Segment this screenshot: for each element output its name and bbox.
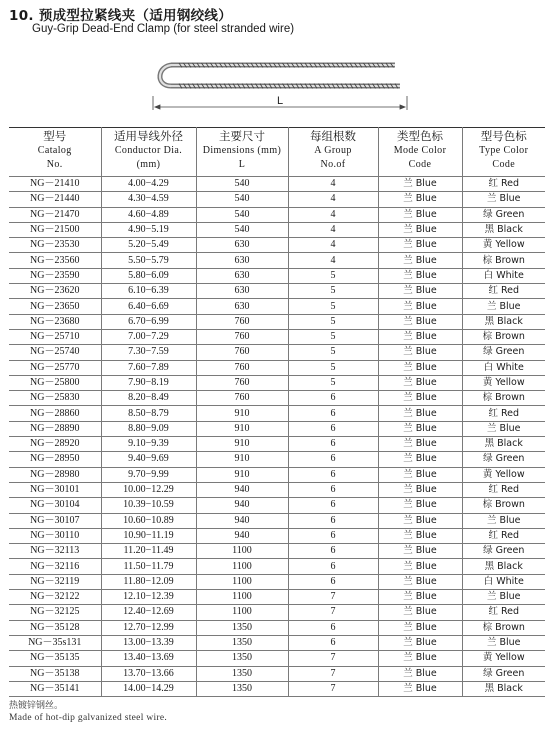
table-row (9, 375, 545, 390)
catalog-cell: NG－25740 (9, 345, 101, 360)
conductor-dia-cell: 7.30−7.59 (101, 345, 196, 360)
group-count-cell: 7 (288, 666, 378, 681)
conductor-dia-cell: 9.40−9.69 (101, 452, 196, 467)
group-count-cell: 7 (288, 651, 378, 666)
mode-color-cell: 兰 Blue (378, 605, 462, 620)
mode-color-cell: 兰 Blue (378, 360, 462, 375)
conductor-dia-cell: 12.40−12.69 (101, 605, 196, 620)
catalog-cell: NG－30104 (9, 498, 101, 513)
type-color-cell: 黑 Black (462, 681, 545, 696)
catalog-cell: NG－32122 (9, 590, 101, 605)
mode-color-cell: 兰 Blue (378, 284, 462, 299)
conductor-dia-cell: 4.30−4.59 (101, 192, 196, 207)
length-cell: 910 (196, 437, 288, 452)
length-cell: 630 (196, 268, 288, 283)
type-color-cell: 黑 Black (462, 314, 545, 329)
table-row (9, 681, 545, 696)
catalog-cell: NG－32113 (9, 544, 101, 559)
length-cell: 1350 (196, 635, 288, 650)
conductor-dia-cell: 6.40−6.69 (101, 299, 196, 314)
group-count-cell: 6 (288, 482, 378, 497)
type-color-cell: 红 Red (462, 482, 545, 497)
catalog-cell: NG－35s131 (9, 635, 101, 650)
table-header-row (9, 128, 545, 177)
conductor-dia-cell: 10.39−10.59 (101, 498, 196, 513)
group-count-cell: 4 (288, 238, 378, 253)
catalog-cell: NG－23530 (9, 238, 101, 253)
catalog-cell: NG－28980 (9, 467, 101, 482)
conductor-dia-cell: 12.10−12.39 (101, 590, 196, 605)
conductor-dia-cell: 5.50−5.79 (101, 253, 196, 268)
table-row (9, 421, 545, 436)
catalog-cell: NG－25830 (9, 391, 101, 406)
conductor-dia-cell: 8.20−8.49 (101, 391, 196, 406)
table-row (9, 544, 545, 559)
conductor-dia-cell: 4.60−4.89 (101, 207, 196, 222)
group-count-cell: 5 (288, 268, 378, 283)
length-cell: 1100 (196, 590, 288, 605)
conductor-dia-cell: 5.20−5.49 (101, 238, 196, 253)
dimension-label: L (276, 95, 284, 107)
group-count-cell: 5 (288, 299, 378, 314)
conductor-dia-cell: 11.20−11.49 (101, 544, 196, 559)
group-count-cell: 6 (288, 620, 378, 635)
catalog-cell: NG－28920 (9, 437, 101, 452)
table-row (9, 207, 545, 222)
group-count-cell: 6 (288, 437, 378, 452)
type-color-cell: 兰 Blue (462, 590, 545, 605)
mode-color-cell: 兰 Blue (378, 268, 462, 283)
type-color-cell: 棕 Brown (462, 253, 545, 268)
catalog-cell: NG－25710 (9, 329, 101, 344)
type-color-cell: 绿 Green (462, 452, 545, 467)
mode-color-cell: 兰 Blue (378, 620, 462, 635)
conductor-dia-cell: 5.80−6.09 (101, 268, 196, 283)
catalog-cell: NG－35135 (9, 651, 101, 666)
length-cell: 760 (196, 329, 288, 344)
table-row (9, 253, 545, 268)
type-color-cell: 黑 Black (462, 559, 545, 574)
group-count-cell: 6 (288, 513, 378, 528)
table-row (9, 222, 545, 237)
catalog-cell: NG－25770 (9, 360, 101, 375)
mode-color-cell: 兰 Blue (378, 544, 462, 559)
conductor-dia-cell: 12.70−12.99 (101, 620, 196, 635)
catalog-cell: NG－30110 (9, 528, 101, 543)
catalog-cell: NG－21470 (9, 207, 101, 222)
mode-color-cell: 兰 Blue (378, 574, 462, 589)
mode-color-cell: 兰 Blue (378, 421, 462, 436)
type-color-cell: 棕 Brown (462, 620, 545, 635)
catalog-cell: NG－21410 (9, 177, 101, 192)
mode-color-cell: 兰 Blue (378, 635, 462, 650)
length-cell: 1350 (196, 620, 288, 635)
conductor-dia-cell: 13.00−13.39 (101, 635, 196, 650)
length-cell: 630 (196, 253, 288, 268)
length-cell: 760 (196, 345, 288, 360)
group-count-cell: 5 (288, 329, 378, 344)
type-color-cell: 绿 Green (462, 345, 545, 360)
group-count-cell: 4 (288, 222, 378, 237)
group-count-cell: 6 (288, 528, 378, 543)
table-row (9, 391, 545, 406)
length-cell: 910 (196, 467, 288, 482)
mode-color-cell: 兰 Blue (378, 375, 462, 390)
footer-note-en: Made of hot-dip galvanized steel wire. (9, 713, 168, 723)
length-cell: 540 (196, 207, 288, 222)
type-color-cell: 兰 Blue (462, 299, 545, 314)
catalog-cell: NG－23560 (9, 253, 101, 268)
type-color-cell: 绿 Green (462, 544, 545, 559)
type-color-cell: 红 Red (462, 528, 545, 543)
group-count-cell: 6 (288, 559, 378, 574)
conductor-dia-cell: 11.50−11.79 (101, 559, 196, 574)
catalog-cell: NG－35141 (9, 681, 101, 696)
table-row (9, 406, 545, 421)
mode-color-cell: 兰 Blue (378, 299, 462, 314)
conductor-dia-cell: 10.60−10.89 (101, 513, 196, 528)
table-row (9, 635, 545, 650)
catalog-cell: NG－23650 (9, 299, 101, 314)
catalog-cell: NG－30107 (9, 513, 101, 528)
catalog-cell: NG－32125 (9, 605, 101, 620)
group-count-cell: 6 (288, 467, 378, 482)
conductor-dia-cell: 4.00−4.29 (101, 177, 196, 192)
spec-table (9, 127, 545, 697)
group-count-cell: 7 (288, 590, 378, 605)
length-cell: 1350 (196, 666, 288, 681)
group-count-cell: 6 (288, 452, 378, 467)
type-color-cell: 白 White (462, 268, 545, 283)
type-color-cell: 棕 Brown (462, 391, 545, 406)
length-cell: 760 (196, 375, 288, 390)
table-row (9, 498, 545, 513)
mode-color-cell: 兰 Blue (378, 482, 462, 497)
type-color-cell: 黄 Yellow (462, 238, 545, 253)
header-type-color: 型号色标 Type Color Code (462, 128, 545, 177)
length-cell: 940 (196, 513, 288, 528)
length-cell: 540 (196, 222, 288, 237)
mode-color-cell: 兰 Blue (378, 314, 462, 329)
group-count-cell: 6 (288, 635, 378, 650)
conductor-dia-cell: 9.70−9.99 (101, 467, 196, 482)
conductor-dia-cell: 9.10−9.39 (101, 437, 196, 452)
conductor-dia-cell: 7.90−8.19 (101, 375, 196, 390)
type-color-cell: 白 White (462, 360, 545, 375)
length-cell: 630 (196, 299, 288, 314)
type-color-cell: 棕 Brown (462, 498, 545, 513)
table-row (9, 482, 545, 497)
mode-color-cell: 兰 Blue (378, 651, 462, 666)
type-color-cell: 兰 Blue (462, 421, 545, 436)
header-conductor-dia: 适用导线外径 Conductor Dia. (mm) (101, 128, 196, 177)
table-row (9, 559, 545, 574)
clamp-drawing (160, 65, 400, 86)
table-row (9, 268, 545, 283)
conductor-dia-cell: 13.70−13.66 (101, 666, 196, 681)
table-row (9, 238, 545, 253)
catalog-cell: NG－28860 (9, 406, 101, 421)
group-count-cell: 6 (288, 544, 378, 559)
clamp-diagram (145, 52, 415, 114)
catalog-cell: NG－30101 (9, 482, 101, 497)
group-count-cell: 4 (288, 253, 378, 268)
type-color-cell: 红 Red (462, 177, 545, 192)
mode-color-cell: 兰 Blue (378, 513, 462, 528)
group-count-cell: 4 (288, 177, 378, 192)
type-color-cell: 兰 Blue (462, 513, 545, 528)
length-cell: 940 (196, 528, 288, 543)
group-count-cell: 6 (288, 498, 378, 513)
table-row (9, 284, 545, 299)
catalog-cell: NG－35138 (9, 666, 101, 681)
group-count-cell: 7 (288, 681, 378, 696)
header-catalog: 型号 Catalog No. (9, 128, 101, 177)
type-color-cell: 红 Red (462, 406, 545, 421)
mode-color-cell: 兰 Blue (378, 681, 462, 696)
group-count-cell: 5 (288, 314, 378, 329)
group-count-cell: 6 (288, 391, 378, 406)
mode-color-cell: 兰 Blue (378, 406, 462, 421)
table-row (9, 605, 545, 620)
length-cell: 760 (196, 314, 288, 329)
table-row (9, 345, 545, 360)
type-color-cell: 棕 Brown (462, 329, 545, 344)
length-cell: 1100 (196, 605, 288, 620)
length-cell: 1350 (196, 651, 288, 666)
length-cell: 940 (196, 482, 288, 497)
length-cell: 630 (196, 238, 288, 253)
group-count-cell: 5 (288, 345, 378, 360)
table-row (9, 467, 545, 482)
length-cell: 940 (196, 498, 288, 513)
group-count-cell: 4 (288, 192, 378, 207)
group-count-cell: 5 (288, 375, 378, 390)
type-color-cell: 黑 Black (462, 222, 545, 237)
type-color-cell: 绿 Green (462, 207, 545, 222)
catalog-cell: NG－21500 (9, 222, 101, 237)
table-row (9, 666, 545, 681)
catalog-cell: NG－35128 (9, 620, 101, 635)
type-color-cell: 红 Red (462, 605, 545, 620)
mode-color-cell: 兰 Blue (378, 391, 462, 406)
length-cell: 1350 (196, 681, 288, 696)
type-color-cell: 红 Red (462, 284, 545, 299)
mode-color-cell: 兰 Blue (378, 207, 462, 222)
catalog-cell: NG－23680 (9, 314, 101, 329)
conductor-dia-cell: 6.10−6.39 (101, 284, 196, 299)
header-dimensions: 主要尺寸 Dimensions (mm) L (196, 128, 288, 177)
table-row (9, 452, 545, 467)
group-count-cell: 5 (288, 284, 378, 299)
table-row (9, 299, 545, 314)
group-count-cell: 6 (288, 421, 378, 436)
table-row (9, 574, 545, 589)
mode-color-cell: 兰 Blue (378, 238, 462, 253)
length-cell: 1100 (196, 574, 288, 589)
type-color-cell: 黄 Yellow (462, 375, 545, 390)
length-cell: 630 (196, 284, 288, 299)
mode-color-cell: 兰 Blue (378, 666, 462, 681)
mode-color-cell: 兰 Blue (378, 345, 462, 360)
length-cell: 540 (196, 192, 288, 207)
catalog-cell: NG－28890 (9, 421, 101, 436)
mode-color-cell: 兰 Blue (378, 467, 462, 482)
type-color-cell: 白 White (462, 574, 545, 589)
conductor-dia-cell: 8.80−9.09 (101, 421, 196, 436)
group-count-cell: 6 (288, 406, 378, 421)
table-row (9, 437, 545, 452)
mode-color-cell: 兰 Blue (378, 329, 462, 344)
conductor-dia-cell: 7.00−7.29 (101, 329, 196, 344)
catalog-cell: NG－32116 (9, 559, 101, 574)
length-cell: 910 (196, 421, 288, 436)
type-color-cell: 黑 Black (462, 437, 545, 452)
length-cell: 540 (196, 177, 288, 192)
page-subtitle: Guy-Grip Dead-End Clamp (for steel stranded wire) (32, 23, 295, 35)
mode-color-cell: 兰 Blue (378, 222, 462, 237)
type-color-cell: 兰 Blue (462, 192, 545, 207)
table-row (9, 651, 545, 666)
length-cell: 1100 (196, 544, 288, 559)
group-count-cell: 6 (288, 574, 378, 589)
header-group-count: 每组根数 A Group No.of (288, 128, 378, 177)
type-color-cell: 兰 Blue (462, 635, 545, 650)
table-row (9, 314, 545, 329)
mode-color-cell: 兰 Blue (378, 590, 462, 605)
type-color-cell: 黄 Yellow (462, 651, 545, 666)
table-row (9, 329, 545, 344)
length-cell: 1100 (196, 559, 288, 574)
catalog-cell: NG－28950 (9, 452, 101, 467)
table-row (9, 177, 545, 192)
catalog-cell: NG－25800 (9, 375, 101, 390)
conductor-dia-cell: 11.80−12.09 (101, 574, 196, 589)
conductor-dia-cell: 8.50−8.79 (101, 406, 196, 421)
mode-color-cell: 兰 Blue (378, 437, 462, 452)
table-row (9, 513, 545, 528)
catalog-cell: NG－32119 (9, 574, 101, 589)
mode-color-cell: 兰 Blue (378, 177, 462, 192)
length-cell: 910 (196, 452, 288, 467)
mode-color-cell: 兰 Blue (378, 559, 462, 574)
table-row (9, 620, 545, 635)
catalog-cell: NG－21440 (9, 192, 101, 207)
length-cell: 760 (196, 391, 288, 406)
table-row (9, 360, 545, 375)
footer-note-cn: 热镀锌钢丝。 (9, 701, 64, 711)
mode-color-cell: 兰 Blue (378, 498, 462, 513)
group-count-cell: 5 (288, 360, 378, 375)
table-row (9, 192, 545, 207)
catalog-cell: NG－23620 (9, 284, 101, 299)
conductor-dia-cell: 6.70−6.99 (101, 314, 196, 329)
table-row (9, 590, 545, 605)
length-cell: 760 (196, 360, 288, 375)
page-title: 10. 预成型拉紧线夹（适用钢绞线） (9, 8, 233, 24)
conductor-dia-cell: 7.60−7.89 (101, 360, 196, 375)
type-color-cell: 黄 Yellow (462, 467, 545, 482)
conductor-dia-cell: 4.90−5.19 (101, 222, 196, 237)
header-mode-color: 类型色标 Mode Color Code (378, 128, 462, 177)
conductor-dia-cell: 10.90−11.19 (101, 528, 196, 543)
group-count-cell: 7 (288, 605, 378, 620)
group-count-cell: 4 (288, 207, 378, 222)
type-color-cell: 绿 Green (462, 666, 545, 681)
table-row (9, 528, 545, 543)
conductor-dia-cell: 14.00−14.29 (101, 681, 196, 696)
conductor-dia-cell: 10.00−12.29 (101, 482, 196, 497)
conductor-dia-cell: 13.40−13.69 (101, 651, 196, 666)
catalog-cell: NG－23590 (9, 268, 101, 283)
mode-color-cell: 兰 Blue (378, 452, 462, 467)
mode-color-cell: 兰 Blue (378, 192, 462, 207)
mode-color-cell: 兰 Blue (378, 253, 462, 268)
mode-color-cell: 兰 Blue (378, 528, 462, 543)
length-cell: 910 (196, 406, 288, 421)
